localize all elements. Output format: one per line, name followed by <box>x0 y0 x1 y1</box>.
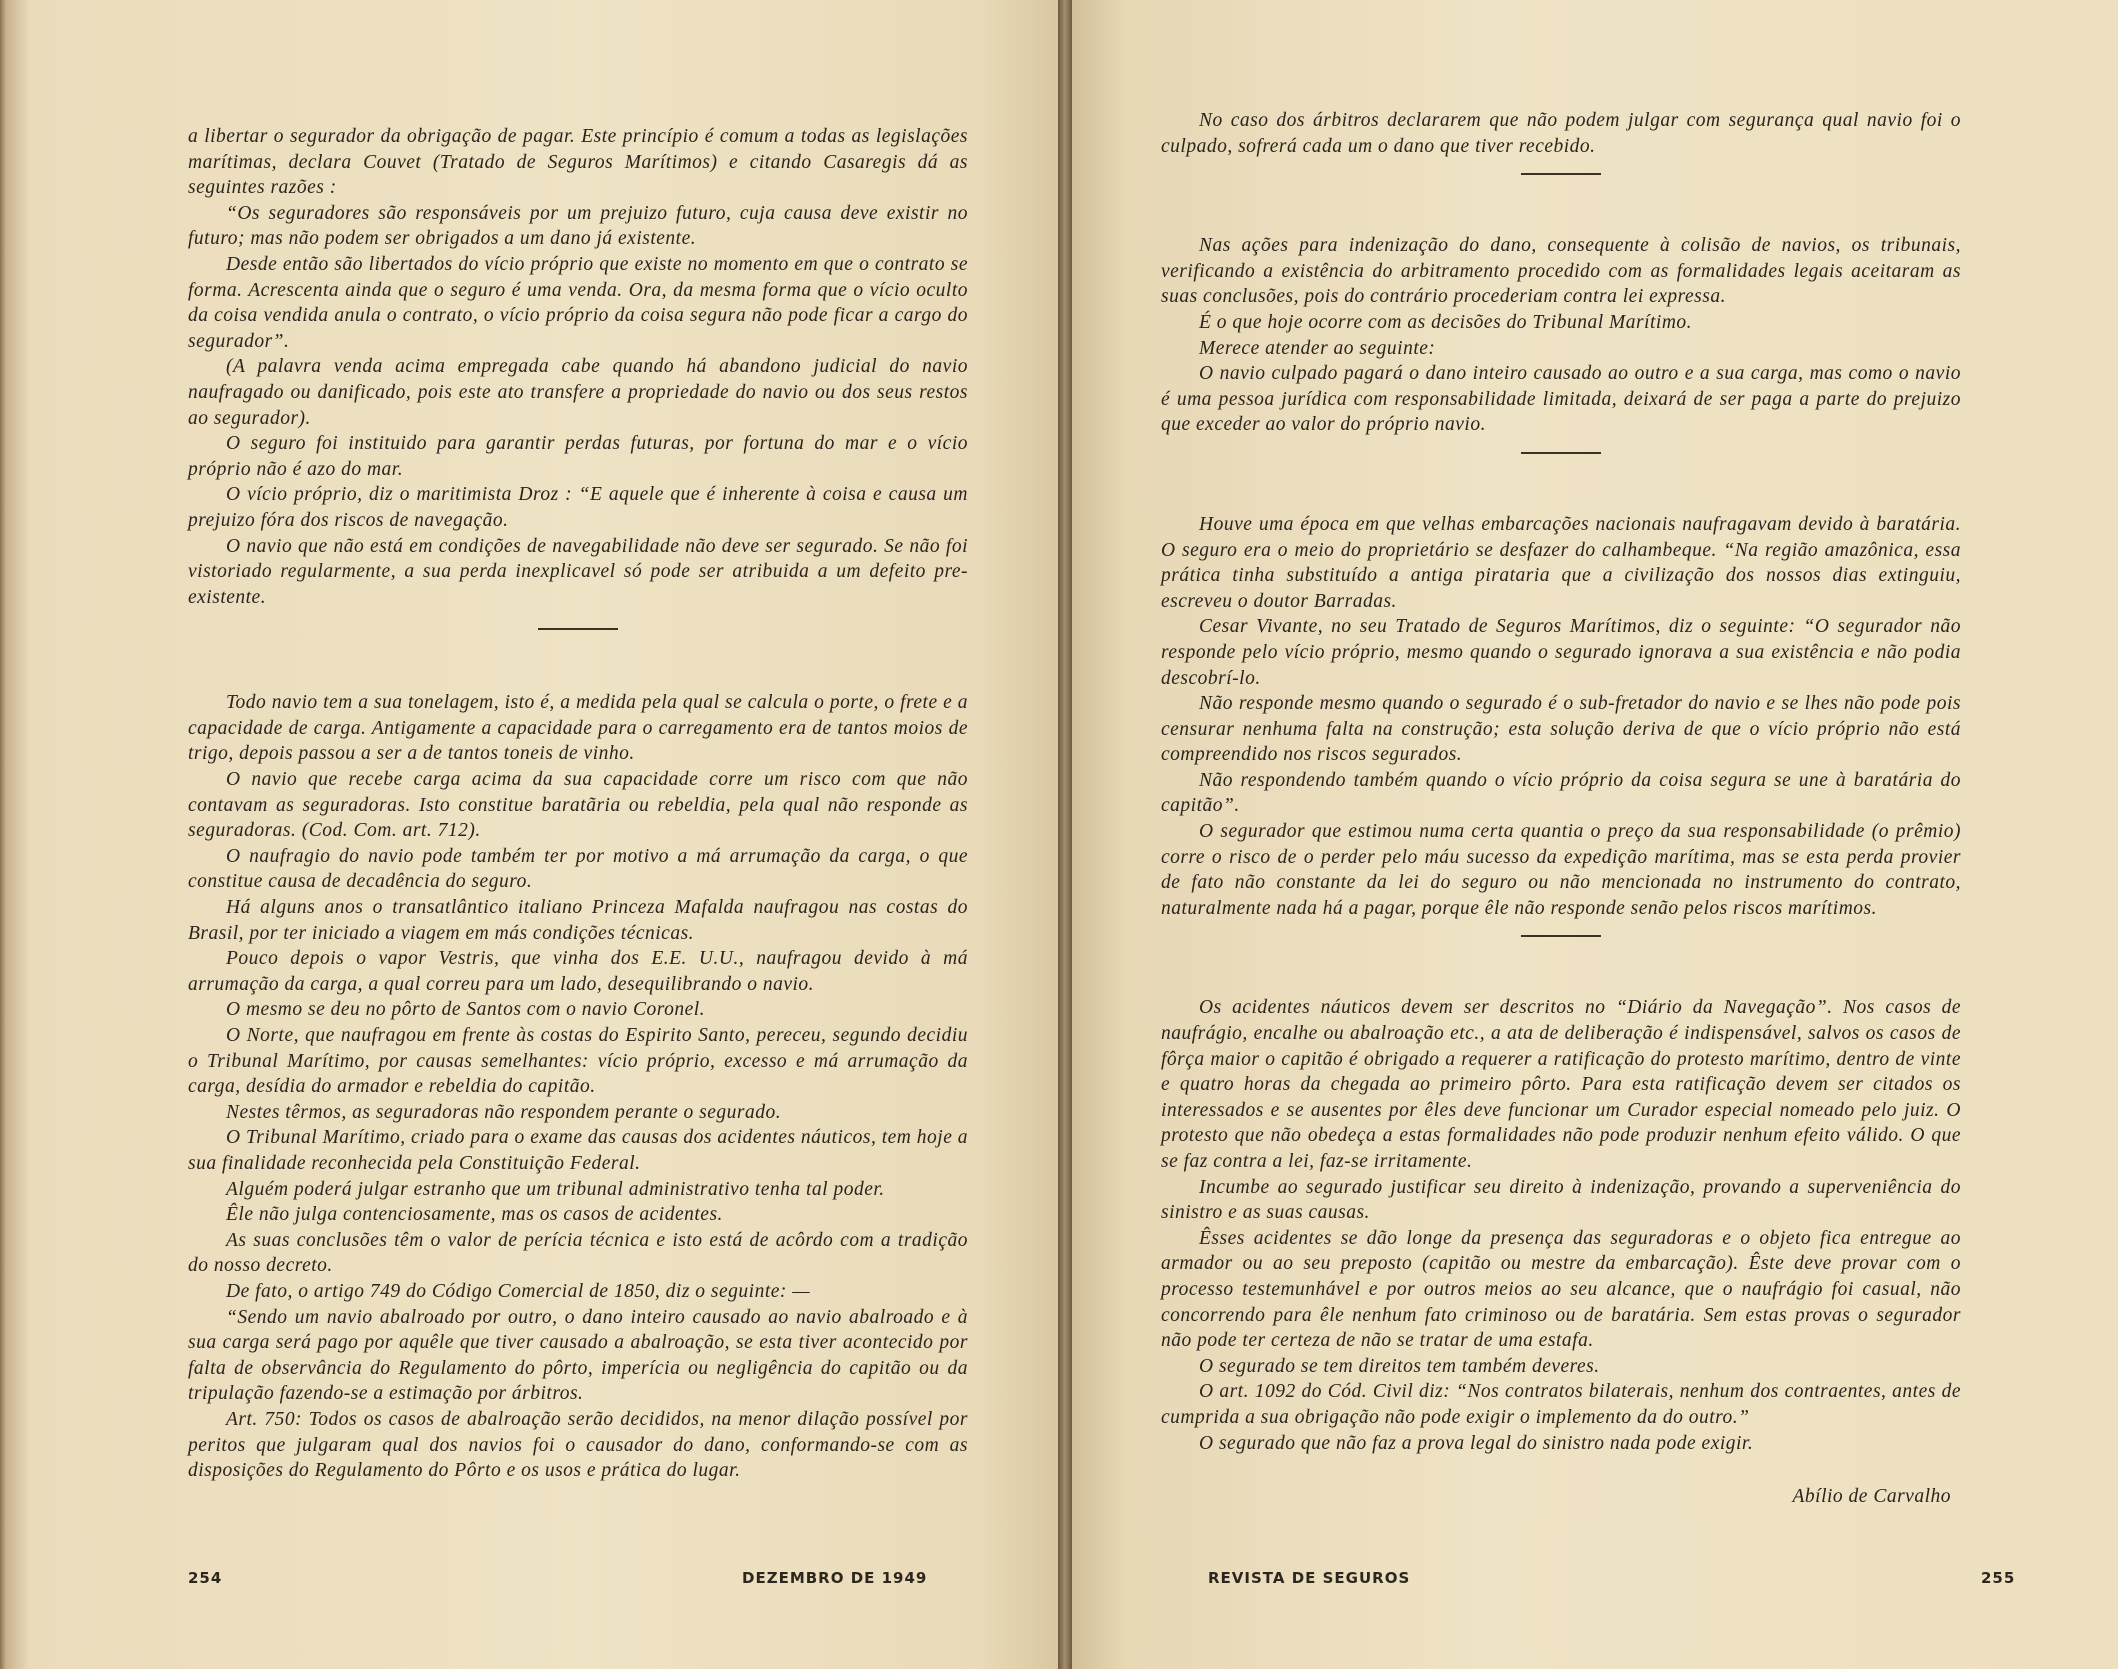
paragraph: Art. 750: Todos os casos de abalroação serão decididos, na menor dilação possível por peritos que julgaram qual dos navios foi o causador do dano, conformando-se com as disposições do Regulamento do Pôrto e os usos e prática do lugar. <box>188 1408 968 1482</box>
paragraph: De fato, o artigo 749 do Código Comercial de 1850, diz o seguinte: — <box>226 1280 811 1302</box>
paragraph: O Tribunal Marítimo, criado para o exame das causas dos acidentes náuticos, tem hoje a sua finalidade reconhecida pela Constituição Federal. <box>188 1127 968 1174</box>
paragraph: Merece atender ao seguinte: <box>1199 337 1436 359</box>
paragraph: É o que hoje ocorre com as decisões do Tribunal Marítimo. <box>1199 311 1693 333</box>
section-divider <box>1521 935 1601 937</box>
paragraph: Êsses acidentes se dão longe da presença das seguradoras e o objeto fica entregue ao armador ou ao seu preposto (capitão ou mestre da embarcação). Êste deve provar com o processo testemunhável e por outros meios ao seu alcance, que o naufrágio foi casual, não concorrendo para êle nenhum fato criminoso ou de baratária. Sem estas provas o segurador não pode ter certeza de não se tratar de uma estafa. <box>1161 1227 1961 1352</box>
paragraph: Alguém poderá julgar estranho que um tribunal administrativo tenha tal poder. <box>226 1178 885 1200</box>
paragraph: “Os seguradores são responsáveis por um prejuizo futuro, cuja causa deve existir no futuro; mas não podem ser obrigados a um dano já existente. <box>188 202 968 250</box>
paragraph: O segurador que estimou numa certa quantia o preço da sua responsabilidade (o prêmio) corre o risco de o perder pelo máu sucesso da expedição marítima, mas se esta perda provier de fato não constante da lei do seguro ou não mencionada no instrumento do contrato, naturalmente nada há a pagar, porque êle não responde senão pelos riscos marítimos. <box>1161 821 1961 919</box>
paragraph: O art. 1092 do Cód. Civil diz: “Nos contratos bilaterais, nenhum dos contraentes, antes de cumprida a sua obrigação não pode exigir o implemento da do outro.” <box>1161 1381 1961 1428</box>
paragraph: Nestes têrmos, as seguradoras não respondem perante o segurado. <box>226 1101 782 1123</box>
paragraph: (A palavra venda acima empregada cabe quando há abandono judicial do navio naufragado ou danificado, pois este ato transfere a propriedade do navio ou dos seus restos ao segurador). <box>188 356 968 429</box>
right-page <box>1063 0 2118 1669</box>
section-divider <box>538 628 618 630</box>
right-page-text <box>1161 108 1961 1510</box>
right-section-2 <box>1161 233 1961 438</box>
paragraph: Houve uma época em que velhas embarcações nacionais naufragavam devido à baratária. O seguro era o meio do proprietário se desfazer do calhambeque. “Na região amazônica, essa prática tinha substituído a antiga pirataria que a civilização dos nossos dias extinguiu, escreveu o doutor Barradas. <box>1161 513 1961 612</box>
paragraph: O segurado se tem direitos tem também deveres. <box>1199 1355 1600 1377</box>
left-page-text <box>188 124 968 1484</box>
paragraph: O seguro foi instituido para garantir perdas futuras, por fortuna do mar e o vício próprio não é azo do mar. <box>188 433 968 480</box>
paragraph: Pouco depois o vapor Vestris, que vinha dos E.E. U.U., naufragou devido à má arrumação da carga, a qual correu para um lado, desequilibrando o navio. <box>188 948 968 995</box>
section-divider <box>1521 173 1601 175</box>
footer-magazine: REVISTA DE SEGUROS <box>1208 1569 1411 1587</box>
paragraph: O mesmo se deu no pôrto de Santos com o navio Coronel. <box>226 999 706 1021</box>
left-section-b <box>188 690 968 1483</box>
paragraph: Nas ações para indenização do dano, consequente à colisão de navios, os tribunais, verificando a existência do arbitramento procedido com as formalidades legais aceitaram as suas conclusões, pois do contrário procederiam contra lei expressa. <box>1161 235 1961 308</box>
page-number-right: 255 <box>1981 1569 2016 1587</box>
right-section-4 <box>1161 995 1961 1456</box>
paragraph: O naufragio do navio pode também ter por motivo a má arrumação da carga, o que constitue causa de decadência do seguro. <box>188 845 968 893</box>
right-section-1 <box>1161 108 1961 159</box>
paragraph: Não respondendo também quando o vício próprio da coisa segura se une à baratária do capitão”. <box>1161 769 1961 817</box>
paragraph: O navio que recebe carga acima da sua capacidade corre um risco com que não contavam as seguradoras. Isto constitue baratãria ou rebeldia, pela qual não responde as seguradoras. (Cod. Com. art. 712). <box>188 769 968 842</box>
page-number-left: 254 <box>188 1569 223 1587</box>
paragraph: O Norte, que naufragou em frente às costas do Espirito Santo, pereceu, segundo decidiu o Tribunal Marítimo, por causas semelhantes: vício próprio, excesso e má arrumação da carga, desídia do armador e rebeldia do capitão. <box>188 1025 968 1098</box>
paragraph: O segurado que não faz a prova legal do sinistro nada pode exigir. <box>1199 1432 1754 1454</box>
footer-date: DEZEMBRO DE 1949 <box>742 1569 928 1587</box>
paragraph: “Sendo um navio abalroado por outro, o dano inteiro causado ao navio abalroado e à sua carga será pago por aquêle que tiver causado a abalroação, se esta tiver acontecido por falta de observância do Regulamento do pôrto, imperícia ou negligência do capitão ou da tripulação fazendo-se a estimação por árbitros. <box>188 1306 968 1405</box>
paragraph: Não responde mesmo quando o segurado é o sub-fretador do navio e se lhes não pode pois censurar nenhuma falta na construção; esta solução deriva de que o vício próprio não está compreendido nos riscos segurados. <box>1161 693 1961 766</box>
paragraph: a libertar o segurador da obrigação de pagar. Este princípio é comum a todas as legislações marítimas, declara Couvet (Tratado de Seguros Marítimos) e citando Casaregis dá as seguintes razões : <box>188 126 968 199</box>
paragraph: Êle não julga contenciosamente, mas os casos de acidentes. <box>226 1204 723 1226</box>
paragraph: O navio culpado pagará o dano inteiro causado ao outro e a sua carga, mas como o navio é uma pessoa jurídica com responsabilidade limitada, deixará de ser paga a parte do prejuizo que exceder ao valor do próprio navio. <box>1161 363 1961 436</box>
paragraph: Há alguns anos o transatlântico italiano Princeza Mafalda naufragou nas costas do Brasil, por ter iniciado a viagem em más condições técnicas. <box>188 897 968 944</box>
paragraph: Cesar Vivante, no seu Tratado de Seguros Marítimos, diz o seguinte: “O segurador não responde pelo vício próprio, mesmo quando o segurado ignorava a sua existência e não podia descobrí-lo. <box>1161 616 1961 689</box>
paragraph: Todo navio tem a sua tonelagem, isto é, a medida pela qual se calcula o porte, o frete e a capacidade de carga. Antigamente a capacidade para o carregamento era de tantos moios de trigo, depois passou a ser a de tantos toneis de vinho. <box>188 692 968 765</box>
paragraph: No caso dos árbitros declararem que não podem julgar com segurança qual navio foi o culpado, sofrerá cada um o dano que tiver recebido. <box>1161 110 1961 157</box>
paragraph: O navio que não está em condições de navegabilidade não deve ser segurado. Se não foi vistoriado regularmente, a sua perda inexplicavel só pode ser atribuida a um defeito pre-existente. <box>188 535 968 608</box>
book-gutter <box>1058 0 1072 1669</box>
paragraph: O vício próprio, diz o maritimista Droz : “E aquele que é inherente à coisa e causa um prejuizo fóra dos riscos de navegação. <box>188 484 968 531</box>
paragraph: Desde então são libertados do vício próprio que existe no momento em que o contrato se forma. Acrescenta ainda que o seguro é uma venda. Ora, da mesma forma que o vício oculto da coisa vendida anula o contrato, o vício próprio da coisa segura não pode ficar a cargo do segurador”. <box>188 253 968 352</box>
author-signature: Abílio de Carvalho <box>1792 1486 1951 1508</box>
paragraph: Incumbe ao segurado justificar seu direito à indenização, provando a superveniência do sinistro e as suas causas. <box>1161 1176 1961 1224</box>
left-section-a <box>188 124 968 610</box>
paragraph: As suas conclusões têm o valor de perícia técnica e isto está de acôrdo com a tradição do nosso decreto. <box>188 1229 968 1277</box>
section-divider <box>1521 452 1601 454</box>
right-section-3 <box>1161 512 1961 922</box>
paragraph: Os acidentes náuticos devem ser descritos no “Diário da Navegação”. Nos casos de naufrágio, encalhe ou abalroação etc., a ata de deliberação é indispensável, salvos os casos de fôrça maior o capitão é obrigado a requerer a ratificação do protesto marítimo, dentro de vinte e quatro horas da chegada ao primeiro pôrto. Para esta ratificação devem ser citados os interessados e se ausentes por êles deve funcionar um Curador especial nomeado pelo juiz. O protesto que não obedeça a estas formalidades não pode produzir nenhum efeito válido. O que se faz contra a lei, faz-se irritamente. <box>1161 997 1961 1172</box>
